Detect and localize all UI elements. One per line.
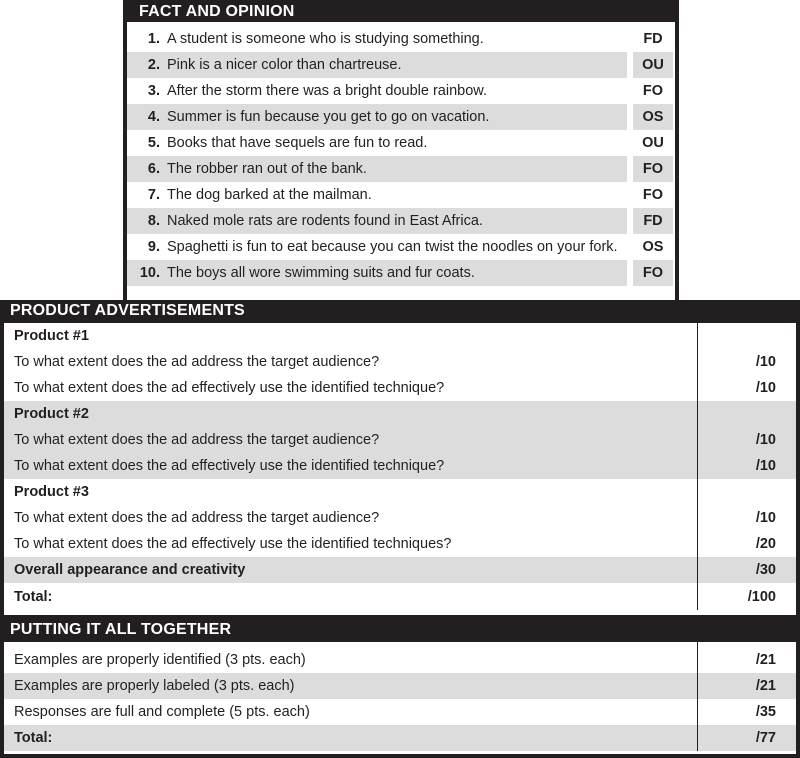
item-answer-code: FD [643,31,663,47]
rubric-row [4,557,796,583]
item-statement: Books that have sequels are fun to read. [167,135,428,151]
fact-opinion-row [127,208,675,234]
item-number: 3. [147,83,160,99]
rubric-row [4,427,796,453]
rubric-points: /21 [755,678,776,694]
item-answer-code: FO [633,260,673,286]
putting-together-panel [0,619,800,758]
fact-opinion-row [127,104,675,130]
fact-opinion-row [127,78,675,104]
rubric-points: /10 [755,354,776,370]
rubric-points: /10 [755,510,776,526]
product-1-heading-row [4,323,796,349]
rubric-row [4,349,796,375]
rubric-criterion: To what extent does the ad effectively use the identified technique? [4,453,698,479]
rubric-criterion: Total: [4,583,698,610]
rubric-row [4,673,796,699]
fact-opinion-row [127,234,675,260]
item-statement: Spaghetti is fun to eat because you can twist the noodles on your fork. [167,239,618,255]
rubric-points: /100 [747,588,776,605]
item-number: 8. [147,213,160,229]
item-number: 4. [147,109,160,125]
product-2-heading-row [4,401,796,427]
rubric-criterion: To what extent does the ad effectively use the identified techniques? [4,531,698,557]
item-answer-code: OU [633,52,673,78]
putting-together-title: PUTTING IT ALL TOGETHER [0,619,800,640]
fact-opinion-row [127,130,675,156]
rubric-points: /35 [755,704,776,720]
item-number: 10. [139,265,160,281]
fact-opinion-row [127,260,675,286]
rubric-points: /10 [755,458,776,474]
rubric-criterion: To what extent does the ad effectively use the identified technique? [4,375,698,401]
rubric-criterion: Examples are properly labeled (3 pts. each) [4,673,698,699]
item-number: 6. [147,161,160,177]
rubric-criterion: Responses are full and complete (5 pts. each) [4,699,698,725]
item-number: 9. [147,239,160,255]
rubric-row [4,453,796,479]
item-statement: The boys all wore swimming suits and fur coats. [167,265,475,281]
rubric-criterion: Product #1 [4,323,698,349]
rubric-points: /30 [755,562,776,578]
rubric-row [4,505,796,531]
rubric-row [4,647,796,673]
rubric-criterion: To what extent does the ad address the target audience? [4,427,698,453]
item-answer-code: OU [642,135,664,151]
fact-opinion-title: FACT AND OPINION [127,0,675,22]
item-statement: Summer is fun because you get to go on vacation. [167,109,490,125]
item-statement: Naked mole rats are rodents found in East Africa. [167,213,483,229]
item-number: 2. [147,57,160,73]
item-statement: Pink is a nicer color than chartreuse. [167,57,402,73]
item-answer-code: OS [642,239,664,255]
rubric-criterion: Product #3 [4,479,698,505]
fact-opinion-row [127,156,675,182]
rubric-criterion: Total: [4,725,698,751]
rubric-row [4,531,796,557]
fact-opinion-row [127,26,675,52]
rubric-criterion: To what extent does the ad address the target audience? [4,349,698,375]
item-statement: The dog barked at the mailman. [167,187,372,203]
putting-together-table [4,640,796,751]
fact-opinion-row [127,52,675,78]
item-statement: After the storm there was a bright double rainbow. [167,83,487,99]
product-3-heading-row [4,479,796,505]
rubric-row [4,375,796,401]
item-answer-code: FD [633,208,673,234]
rubric-points: /10 [755,432,776,448]
item-statement: A student is someone who is studying something. [167,31,484,47]
item-answer-code: FO [633,156,673,182]
item-statement: The robber ran out of the bank. [167,161,367,177]
rubric-criterion: Examples are properly identified (3 pts. each) [4,647,698,673]
fact-opinion-list [127,26,675,286]
rubric-points: /21 [755,652,776,668]
item-answer-code: OS [633,104,673,130]
item-answer-code: FO [642,83,664,99]
item-number: 1. [147,31,160,47]
total-row [4,583,796,610]
rubric-points: /20 [755,536,776,552]
rubric-criterion: Product #2 [4,401,698,427]
rubric-criterion: Overall appearance and creativity [4,557,698,583]
rubric-row [4,699,796,725]
product-ads-table [4,321,796,610]
rubric-points: /77 [755,730,776,746]
item-answer-code: FO [642,187,664,203]
fact-opinion-panel [123,0,679,303]
fact-opinion-row [127,182,675,208]
total-row [4,725,796,751]
rubric-criterion: To what extent does the ad address the target audience? [4,505,698,531]
item-number: 7. [147,187,160,203]
product-ads-panel [0,300,800,619]
product-ads-title: PRODUCT ADVERTISEMENTS [0,300,800,321]
rubric-points: /10 [755,380,776,396]
item-number: 5. [147,135,160,151]
